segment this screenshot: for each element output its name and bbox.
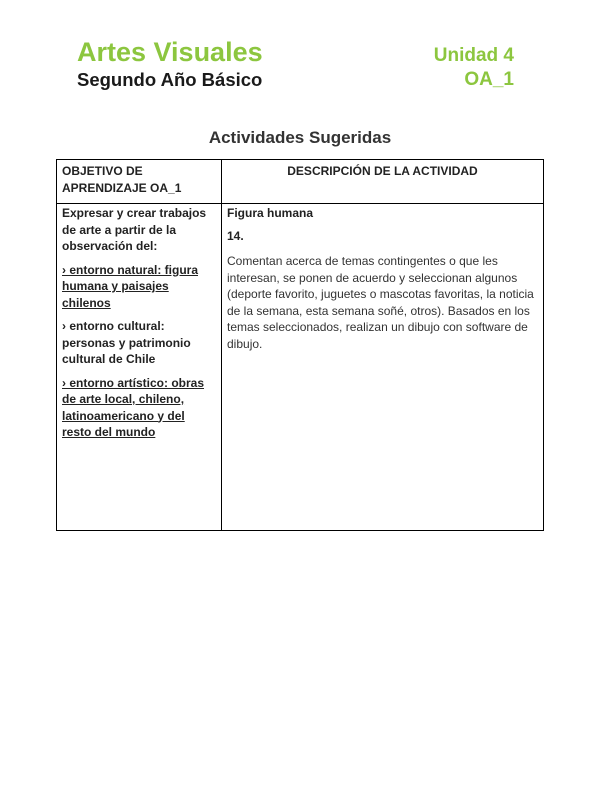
oa-label: OA_1 [464,69,514,90]
column-divider [221,160,222,530]
activity-title: Figura humana [227,206,314,220]
objective-item-artistic[interactable]: › entorno artístico: obras de arte local, chileno, latinoamericano y del resto del mundo [62,375,205,439]
subject-title: Artes Visuales [77,37,263,67]
header-divider [57,203,543,204]
activity-cell [227,205,537,352]
activity-description: Comentan acerca de temas contingentes o que les interesan, se ponen de acuerdo y seleccionan algunos (deporte favorito, juguetes o mascotas favoritas, la noticia de la semana, esta semana soñé, otros). Basados en los temas seleccionados, realizan un dibujo con software de dibujo. [227,254,534,351]
activities-table [56,159,544,531]
activity-number: 14. [227,228,244,243]
section-title: Actividades Sugeridas [208,128,392,147]
objective-cell [62,205,214,448]
description-column-header: DESCRIPCIÓN DE LA ACTIVIDAD [287,164,478,178]
objective-intro: Expresar y crear trabajos de arte a partir de la observación del: [62,206,207,253]
objective-item-cultural: › entorno cultural: personas y patrimonio cultural de Chile [62,319,191,366]
objective-item-natural[interactable]: › entorno natural: figura humana y paisajes chilenos [62,262,198,310]
objective-column-header: OBJETIVO DE APRENDIZAJE OA_1 [62,164,182,195]
unit-label: Unidad 4 [433,45,514,66]
grade-label: Segundo Año Básico [77,69,263,90]
